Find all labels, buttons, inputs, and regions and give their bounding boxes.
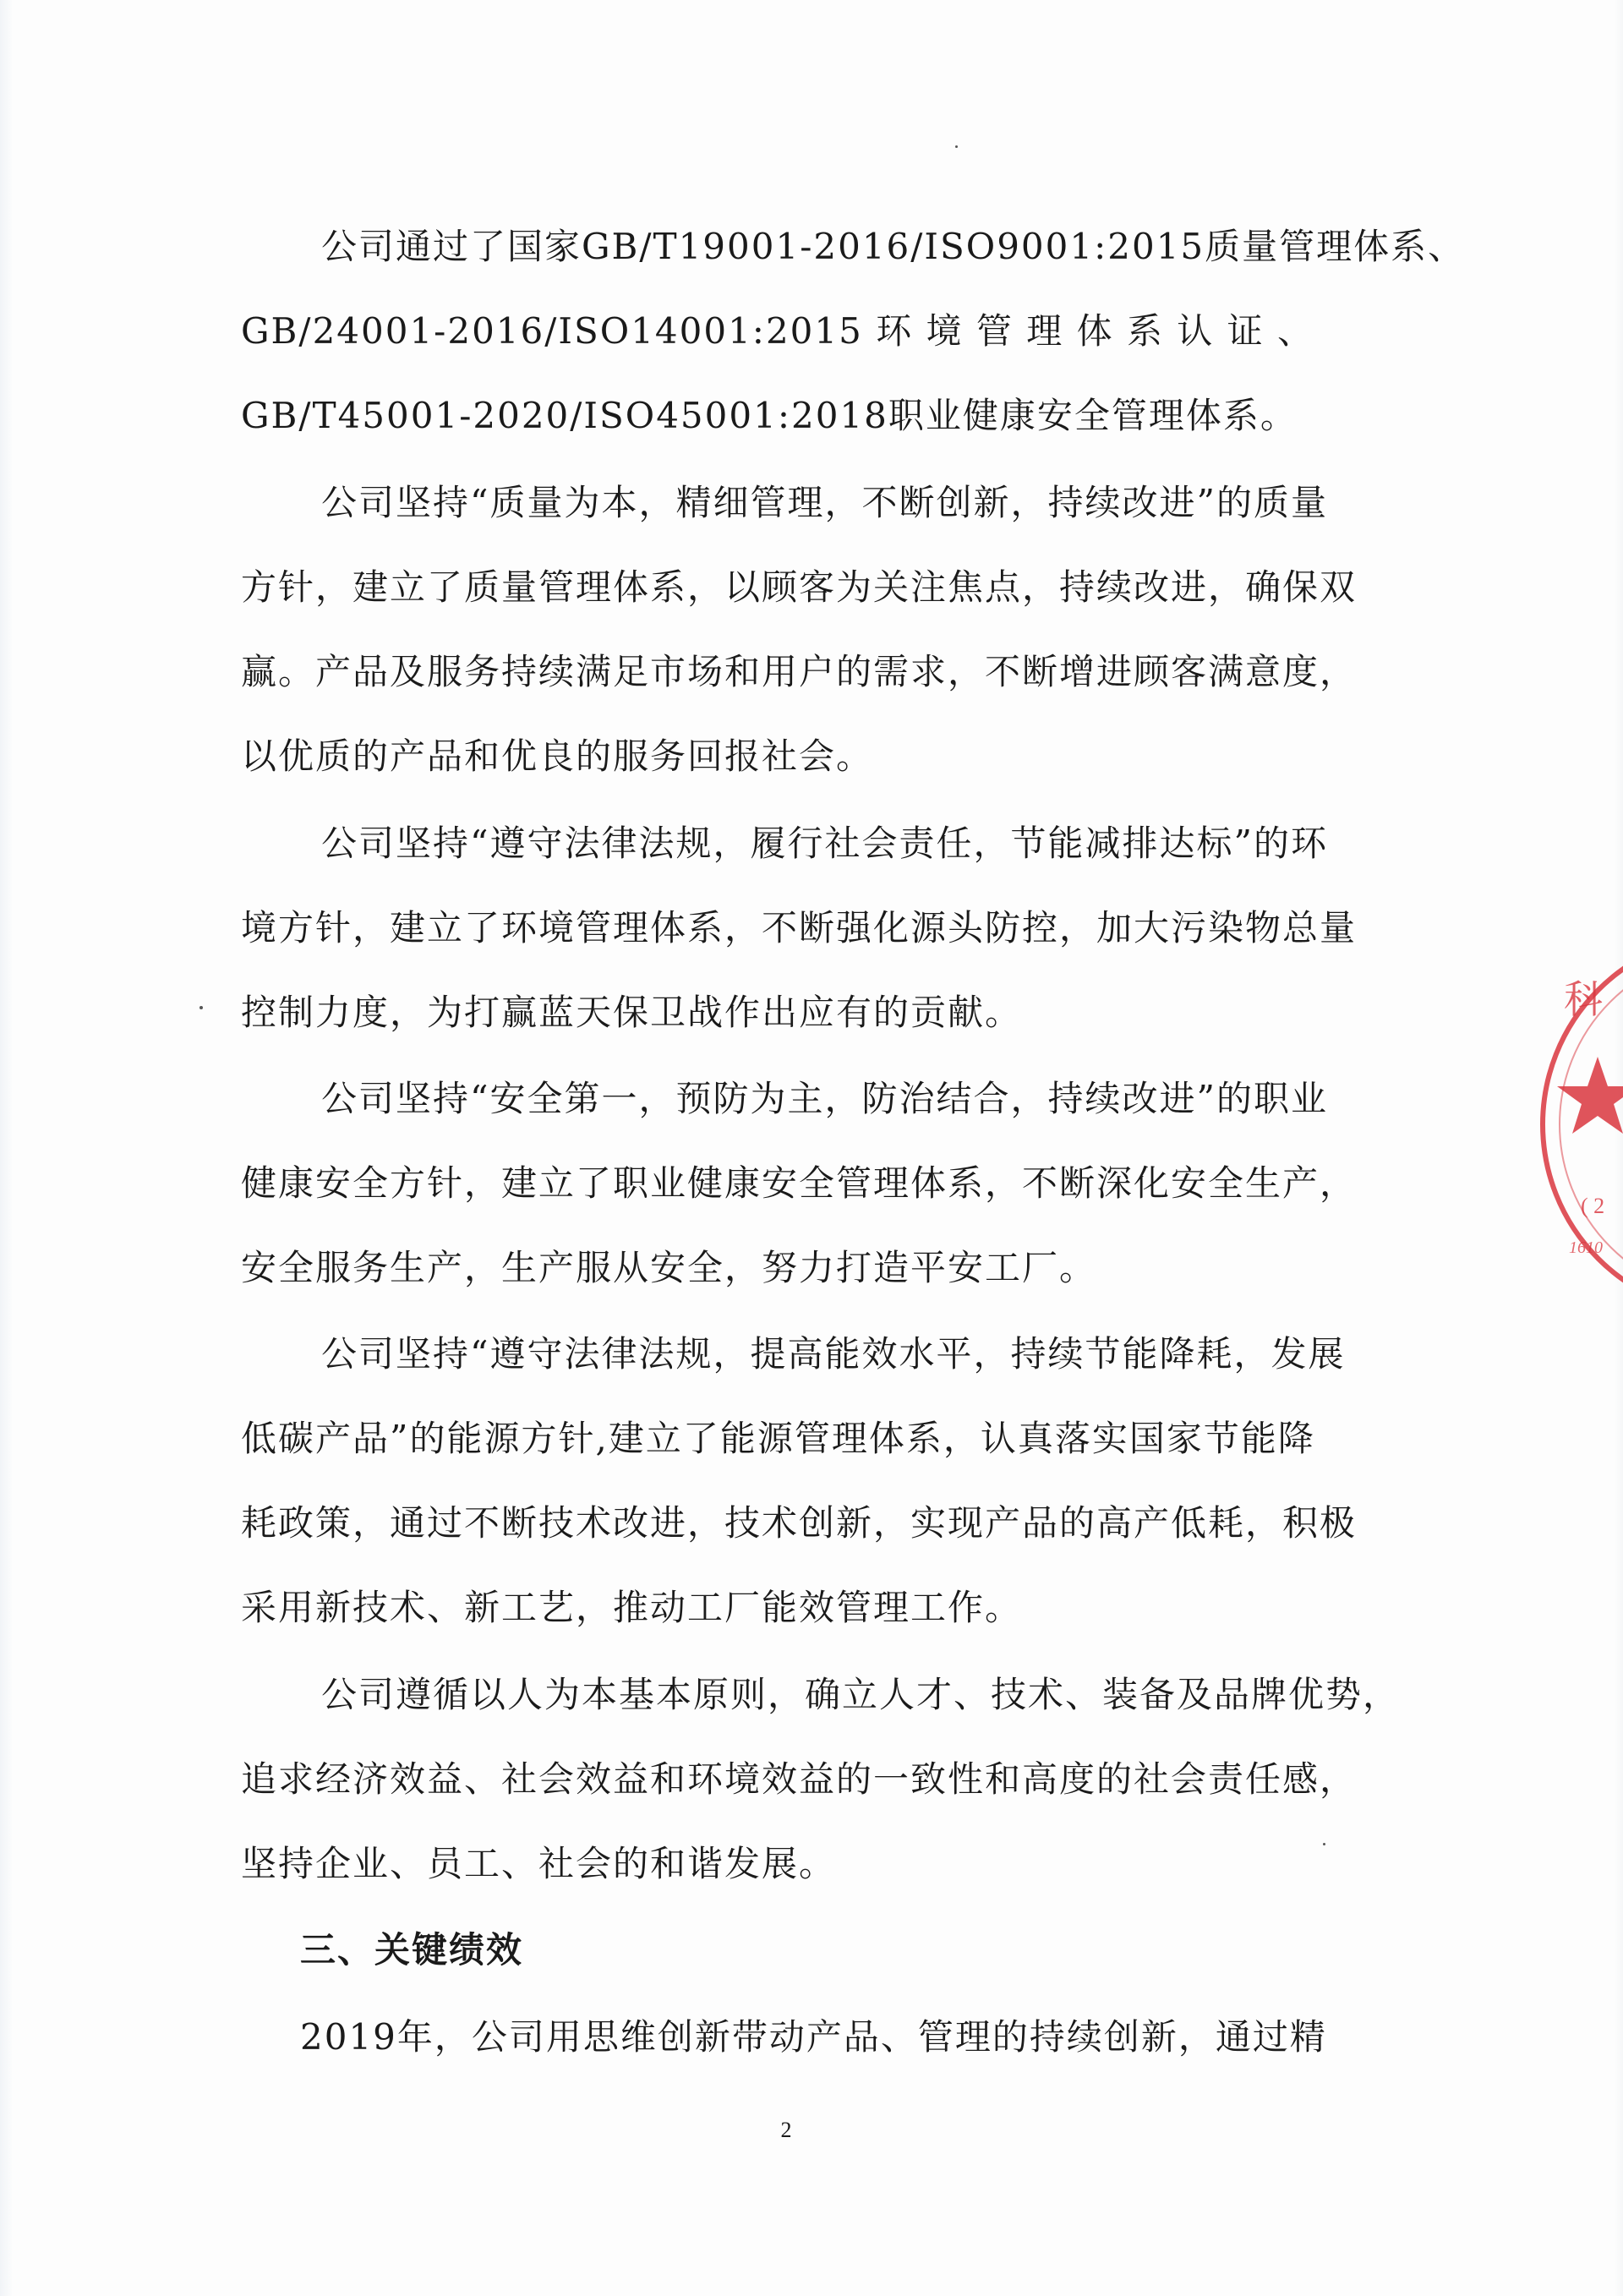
paragraph-6-line-2: 追求经济效益、社会效益和环境效益的一致性和高度的社会责任感， [241,1758,1358,1800]
paragraph-2-line-1: 公司坚持“质量为本，精细管理，不断创新，持续改进”的质量 [321,482,1328,523]
paragraph-1-line-1: 公司通过了国家GB/T19001-2016/ISO9001:2015质量管理体系、 [321,226,1466,267]
paragraph-3-line-2: 境方针，建立了环境管理体系，不断强化源头防控，加大污染物总量 [241,907,1358,948]
paragraph-5-line-2: 低碳产品”的能源方针,建立了能源管理体系，认真落实国家节能降 [241,1418,1315,1459]
paragraph-2-line-3: 赢。产品及服务持续满足市场和用户的需求，不断增进顾客满意度， [241,651,1358,692]
paragraph-5-line-4: 采用新技术、新工艺，推动工厂能效管理工作。 [241,1587,1023,1628]
paragraph-6-line-3: 坚持企业、员工、社会的和谐发展。 [241,1843,837,1884]
scan-edge-left [0,0,12,2296]
seal-stamp-icon [1530,947,1623,1302]
paragraph-6-line-1: 公司遵循以人为本基本原则，确立人才、技术、装备及品牌优势， [321,1674,1401,1715]
paragraph-3-line-3: 控制力度，为打赢蓝天保卫战作出应有的贡献。 [241,992,1023,1033]
paragraph-2-line-2: 方针，建立了质量管理体系，以顾客为关注焦点，持续改进，确保双 [241,566,1358,608]
paragraph-3-line-1: 公司坚持“遵守法律法规，履行社会责任，节能减排达标”的环 [321,823,1328,864]
paragraph-4-line-3: 安全服务生产，生产服从安全，努力打造平安工厂。 [241,1247,1097,1288]
section-heading: 三、关键绩效 [300,1929,524,1971]
page-number: 2 [780,2118,792,2142]
scan-speck [1323,1843,1325,1845]
paragraph-4-line-2: 健康安全方针，建立了职业健康安全管理体系，不断深化安全生产， [241,1162,1358,1204]
closing-line: 2019年，公司用思维创新带动产品、管理的持续创新，通过精 [300,2016,1327,2058]
seal-text-mid: ( 2 [1581,1194,1605,1218]
paragraph-2-line-4: 以优质的产品和优良的服务回报社会。 [241,735,874,777]
seal-fragment [1530,947,1623,1302]
paragraph-1-line-2: GB/24001-2016/ISO14001:2015 环 境 管 理 体 系 认 证 、 [241,310,1314,352]
paragraph-5-line-3: 耗政策，通过不断技术改进，技术创新，实现产品的高产低耗，积极 [241,1502,1358,1544]
scan-speck [199,1006,203,1009]
seal-text-top: 科 [1564,976,1603,1022]
paragraph-1-line-3: GB/T45001-2020/ISO45001:2018职业健康安全管理体系。 [241,395,1298,436]
scan-speck [955,145,958,148]
paragraph-4-line-1: 公司坚持“安全第一，预防为主，防治结合，持续改进”的职业 [321,1078,1328,1119]
paragraph-5-line-1: 公司坚持“遵守法律法规，提高能效水平，持续节能降耗，发展 [321,1333,1346,1375]
seal-text-bottom: 1610 [1569,1238,1603,1257]
